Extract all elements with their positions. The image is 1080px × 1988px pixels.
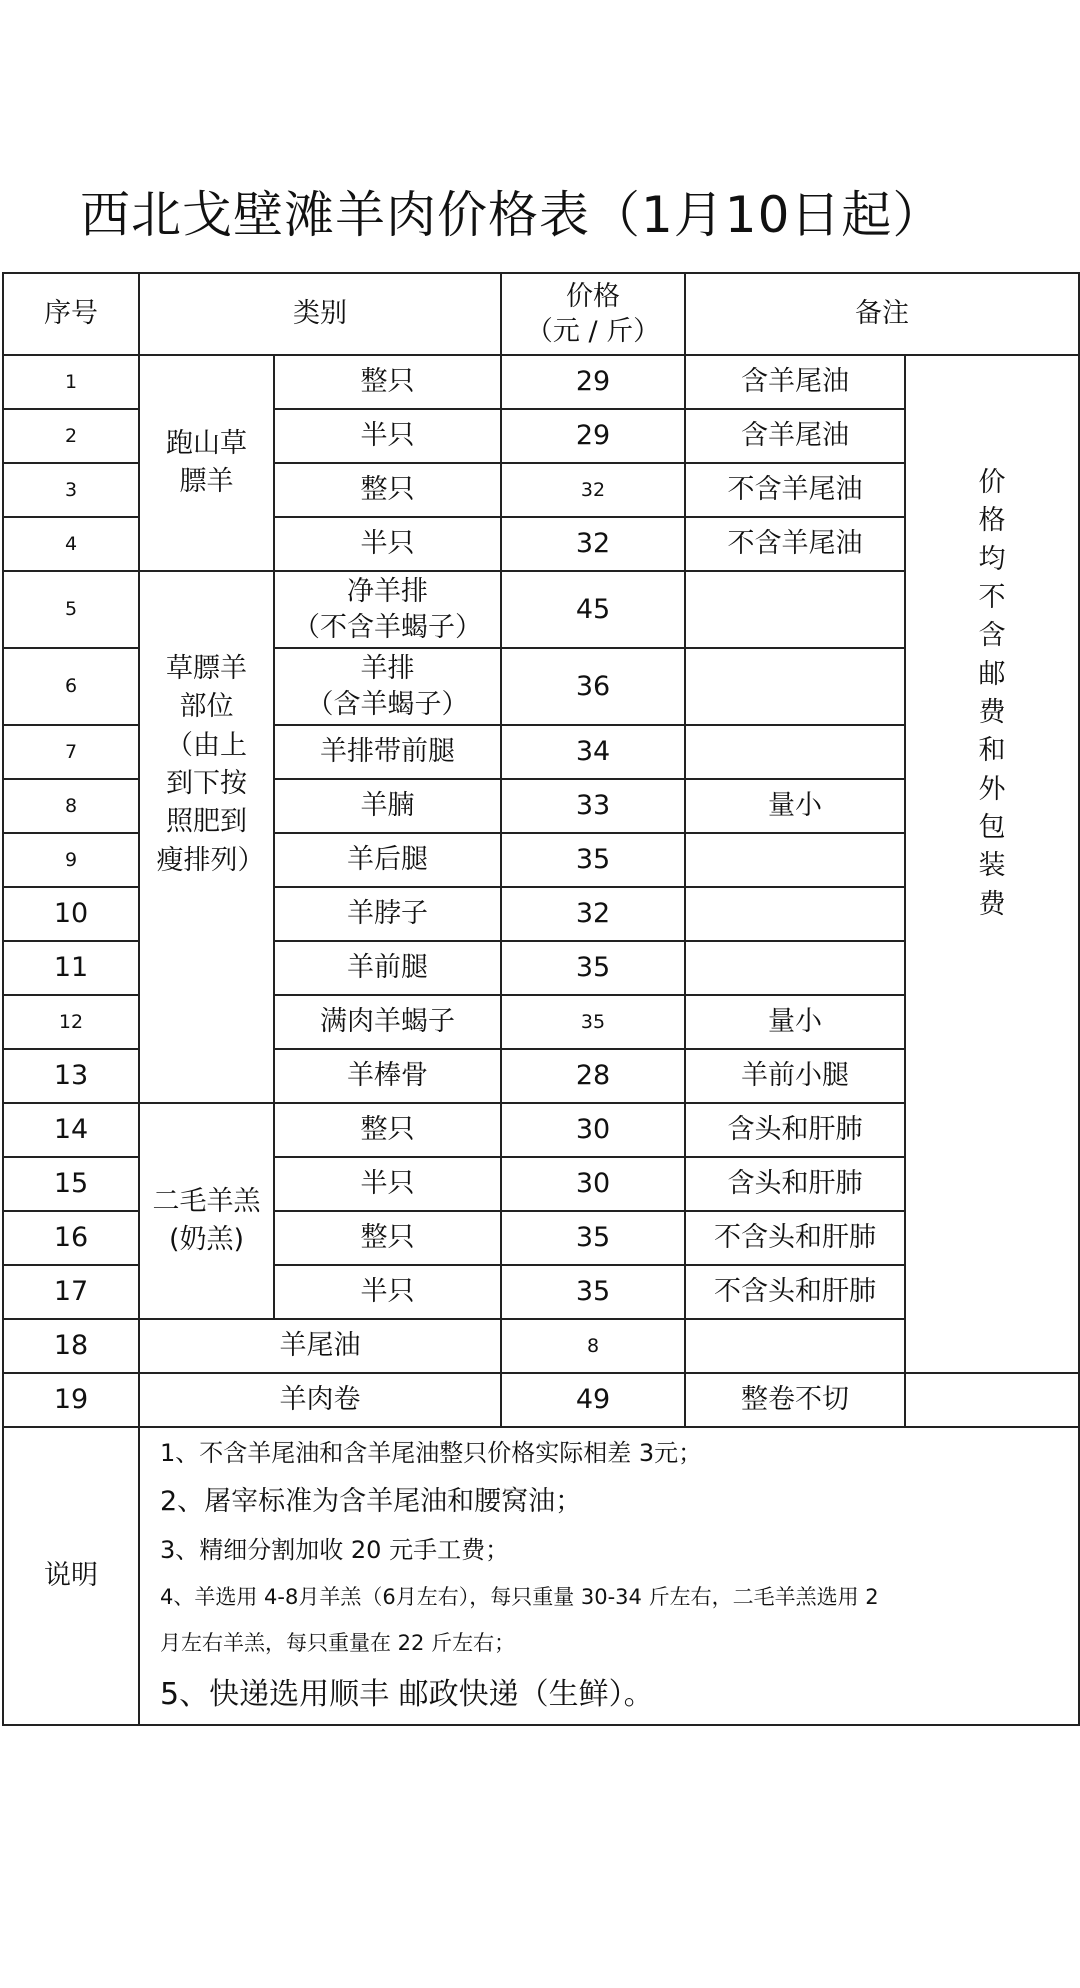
row-price: 29 — [501, 355, 685, 409]
row-note: 量小 — [685, 779, 905, 833]
header-price-line2: （元 / 斤） — [525, 316, 661, 347]
row-index: 3 — [3, 463, 139, 517]
row-price: 49 — [501, 1373, 685, 1427]
header-row — [3, 273, 1079, 355]
note-line: 5、快递选用顺丰 邮政快递（生鲜）。 — [160, 1677, 654, 1712]
row-item: 半只 — [274, 1157, 501, 1211]
side-note-char: 费 — [978, 696, 1006, 728]
notes-row — [3, 1427, 1079, 1725]
row-index: 14 — [3, 1103, 139, 1157]
row-note — [685, 725, 905, 779]
row-price: 35 — [501, 833, 685, 887]
row-note — [685, 648, 905, 725]
group-label-3 — [139, 1103, 274, 1319]
row-item-line2: （不含羊蝎子） — [293, 611, 482, 643]
side-note-char: 和 — [978, 735, 1006, 767]
row-note: 不含头和肝肺 — [685, 1265, 905, 1319]
row-item — [274, 648, 501, 725]
row-price: 28 — [501, 1049, 685, 1103]
row-price: 8 — [501, 1319, 685, 1373]
row-note — [685, 833, 905, 887]
group-label-2 — [139, 571, 274, 1103]
table-row — [3, 1373, 1079, 1427]
row-price: 35 — [501, 1265, 685, 1319]
side-note-char: 费 — [978, 888, 1006, 920]
row-item: 羊棒骨 — [274, 1049, 501, 1103]
row-index: 18 — [3, 1319, 139, 1373]
row-item — [274, 571, 501, 648]
row-index: 7 — [3, 725, 139, 779]
row-note: 整卷不切 — [685, 1373, 905, 1427]
row-index: 4 — [3, 517, 139, 571]
group-text-2: 草膘羊部位（由上到下按照肥到瘦排列） — [156, 653, 265, 876]
row-price: 29 — [501, 409, 685, 463]
note-line: 1、不含羊尾油和含羊尾油整只价格实际相差 3元； — [160, 1439, 703, 1467]
row-note: 不含头和肝肺 — [685, 1211, 905, 1265]
row-index: 11 — [3, 941, 139, 995]
row-index: 5 — [3, 571, 139, 648]
side-note-char: 包 — [978, 811, 1006, 843]
row-note — [685, 571, 905, 648]
table-row — [3, 355, 1079, 409]
side-note — [905, 355, 1079, 1373]
row-item: 整只 — [274, 463, 501, 517]
row-price: 35 — [501, 995, 685, 1049]
note-line: 4、羊选用 4-8月羊羔（6月左右），每只重量 30-34 斤左右，二毛羊羔选用 2 — [160, 1585, 879, 1609]
row-price: 32 — [501, 463, 685, 517]
row-item: 羊肉卷 — [139, 1373, 501, 1427]
row-note — [685, 887, 905, 941]
row-index: 12 — [3, 995, 139, 1049]
row-price: 30 — [501, 1157, 685, 1211]
row-item: 整只 — [274, 1103, 501, 1157]
header-index: 序号 — [3, 273, 139, 355]
side-note-char: 外 — [978, 773, 1006, 805]
row-note — [685, 941, 905, 995]
row-price: 32 — [501, 887, 685, 941]
note-line: 月左右羊羔，每只重量在 22 斤左右； — [160, 1631, 516, 1655]
row-index: 1 — [3, 355, 139, 409]
header-category: 类别 — [139, 273, 501, 355]
row-item: 羊前腿 — [274, 941, 501, 995]
row-item: 羊腩 — [274, 779, 501, 833]
note-line: 2、屠宰标准为含羊尾油和腰窝油； — [160, 1486, 583, 1517]
row-item-line2: （含羊蝎子） — [306, 688, 469, 720]
row-price: 30 — [501, 1103, 685, 1157]
header-price-line1: 价格 — [566, 280, 620, 312]
header-note: 备注 — [685, 273, 1079, 355]
row-price: 35 — [501, 1211, 685, 1265]
row-index: 19 — [3, 1373, 139, 1427]
row-price: 34 — [501, 725, 685, 779]
side-note-char: 价 — [978, 467, 1006, 498]
row-index: 9 — [3, 833, 139, 887]
row-price: 45 — [501, 571, 685, 648]
group-label-1 — [139, 355, 274, 571]
row-note: 量小 — [685, 995, 905, 1049]
row-item: 半只 — [274, 409, 501, 463]
row-item: 半只 — [274, 1265, 501, 1319]
row-price: 36 — [501, 648, 685, 725]
note-line: 3、精细分割加收 20 元手工费； — [160, 1536, 510, 1564]
row-item-line1: 净羊排 — [347, 576, 428, 608]
row-price: 35 — [501, 941, 685, 995]
row-index: 6 — [3, 648, 139, 725]
row-item-line1: 羊排 — [360, 653, 415, 685]
row-note — [685, 1319, 905, 1373]
row-index: 8 — [3, 779, 139, 833]
row-note: 含羊尾油 — [685, 409, 905, 463]
row-note: 不含羊尾油 — [685, 517, 905, 571]
row-item: 整只 — [274, 355, 501, 409]
row-item: 羊后腿 — [274, 833, 501, 887]
row-index: 17 — [3, 1265, 139, 1319]
row-item: 半只 — [274, 517, 501, 571]
row-item: 满肉羊蝎子 — [274, 995, 501, 1049]
row-item: 羊尾油 — [139, 1319, 501, 1373]
row-note: 不含羊尾油 — [685, 463, 905, 517]
row-note: 含头和肝肺 — [685, 1103, 905, 1157]
row-item: 整只 — [274, 1211, 501, 1265]
side-note-char: 均 — [978, 543, 1006, 575]
row-price: 33 — [501, 779, 685, 833]
side-note-char: 不 — [978, 581, 1006, 613]
row-index: 15 — [3, 1157, 139, 1211]
row-index: 2 — [3, 409, 139, 463]
side-note-char: 格 — [978, 505, 1006, 537]
row-item: 羊脖子 — [274, 887, 501, 941]
empty-cell — [905, 1373, 1079, 1427]
group-text-3: 二毛羊羔(奶羔) — [152, 1185, 261, 1255]
row-item: 羊排带前腿 — [274, 725, 501, 779]
row-index: 16 — [3, 1211, 139, 1265]
notes-cell — [139, 1427, 1079, 1725]
side-note-char: 含 — [978, 620, 1006, 652]
row-note: 羊前小腿 — [685, 1049, 905, 1103]
side-note-char: 装 — [978, 850, 1006, 882]
row-price: 32 — [501, 517, 685, 571]
row-index: 10 — [3, 887, 139, 941]
group-text-1: 跑山草膘羊 — [166, 427, 247, 497]
price-table — [2, 272, 1080, 1726]
header-price — [501, 273, 685, 355]
row-note: 含羊尾油 — [685, 355, 905, 409]
row-note: 含头和肝肺 — [685, 1157, 905, 1211]
side-note-char: 邮 — [978, 658, 1006, 690]
notes-label: 说明 — [3, 1427, 139, 1725]
row-index: 13 — [3, 1049, 139, 1103]
page-title: 西北戈壁滩羊肉价格表（1月10日起） — [80, 186, 944, 244]
